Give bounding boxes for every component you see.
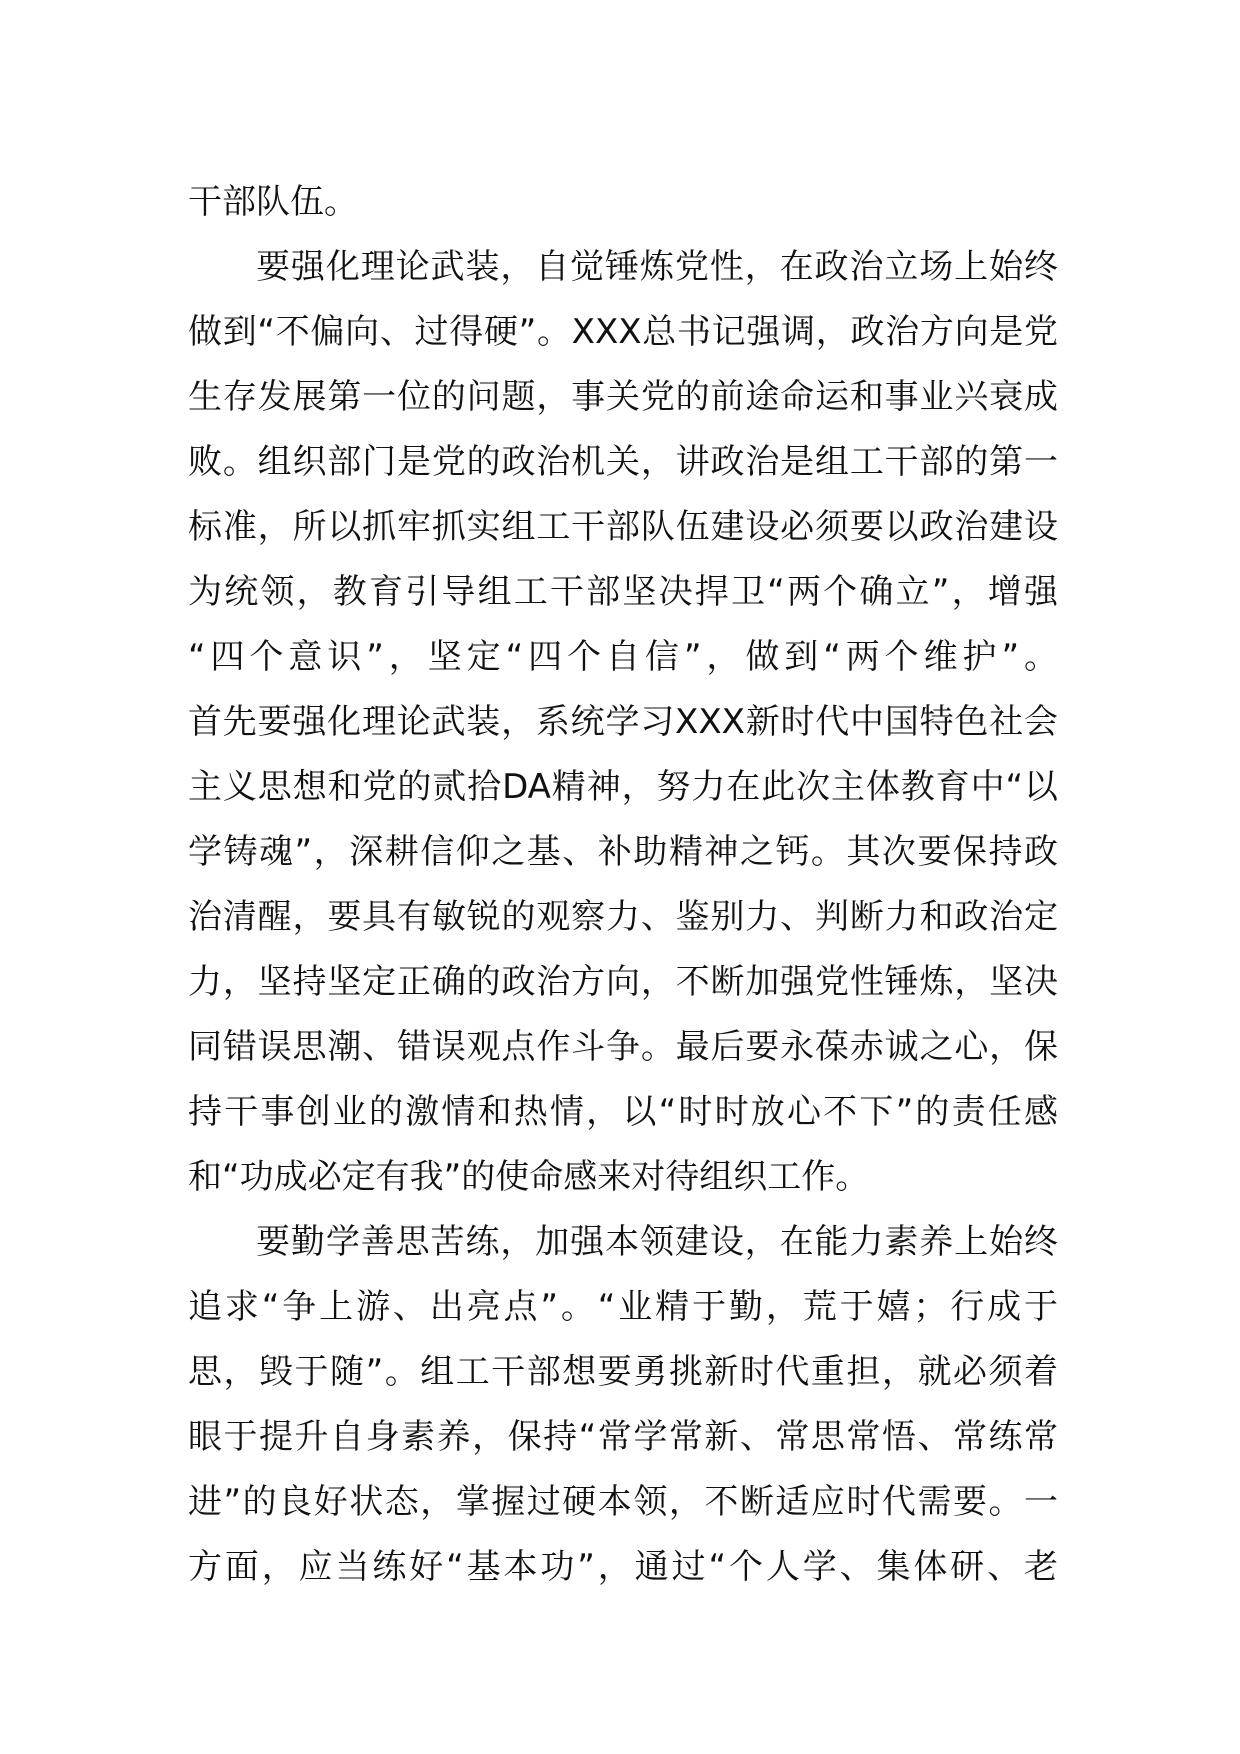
text-line: 方面，应当练好“基本功”，通过“个人学、集体研、老 xyxy=(188,1547,1058,1587)
text-line: 进”的良好状态，掌握过硬本领，不断适应时代需要。一 xyxy=(188,1482,1058,1522)
text-line: 标准，所以抓牢抓实组工干部队伍建设必须要以政治建设 xyxy=(188,507,1058,547)
text-line: 思，毁于随”。组工干部想要勇挑新时代重担，就必须着 xyxy=(188,1352,1058,1392)
text-line: 为统领，教育引导组工干部坚决捍卫“两个确立”，增强 xyxy=(188,572,1058,612)
text-line: 眼于提升自身素养，保持“常学常新、常思常悟、常练常 xyxy=(188,1417,1058,1457)
text-line: 力，坚持坚定正确的政治方向，不断加强党性锤炼，坚决 xyxy=(188,962,1058,1002)
text-line: 主义思想和党的贰拾DA精神，努力在此次主体教育中“以 xyxy=(188,767,1058,807)
paragraph-start-line: 要强化理论武装，自觉锤炼党性，在政治立场上始终 xyxy=(256,247,1058,287)
text-line: 持干事创业的激情和热情，以“时时放心不下”的责任感 xyxy=(188,1092,1058,1132)
paragraph-start-line: 要勤学善思苦练，加强本领建设，在能力素养上始终 xyxy=(256,1222,1058,1262)
text-line: 首先要强化理论武装，系统学习XXX新时代中国特色社会 xyxy=(188,702,1058,742)
text-line: 干部队伍。 xyxy=(188,182,358,222)
text-line: 治清醒，要具有敏锐的观察力、鉴别力、判断力和政治定 xyxy=(188,897,1058,937)
text-line: 同错误思潮、错误观点作斗争。最后要永葆赤诚之心，保 xyxy=(188,1027,1058,1067)
text-line: 学铸魂”，深耕信仰之基、补助精神之钙。其次要保持政 xyxy=(188,832,1058,872)
body-text xyxy=(188,170,1058,1600)
text-line: 追求“争上游、出亮点”。“业精于勤，荒于嬉；行成于 xyxy=(188,1287,1058,1327)
text-line: 败。组织部门是党的政治机关，讲政治是组工干部的第一 xyxy=(188,442,1058,482)
text-line: “四个意识”，坚定“四个自信”，做到“两个维护”。 xyxy=(188,637,1058,677)
text-line: 生存发展第一位的问题，事关党的前途命运和事业兴衰成 xyxy=(188,377,1058,417)
text-line: 做到“不偏向、过得硬”。XXX总书记强调，政治方向是党 xyxy=(188,312,1058,352)
text-line: 和“功成必定有我”的使命感来对待组织工作。 xyxy=(188,1157,870,1197)
